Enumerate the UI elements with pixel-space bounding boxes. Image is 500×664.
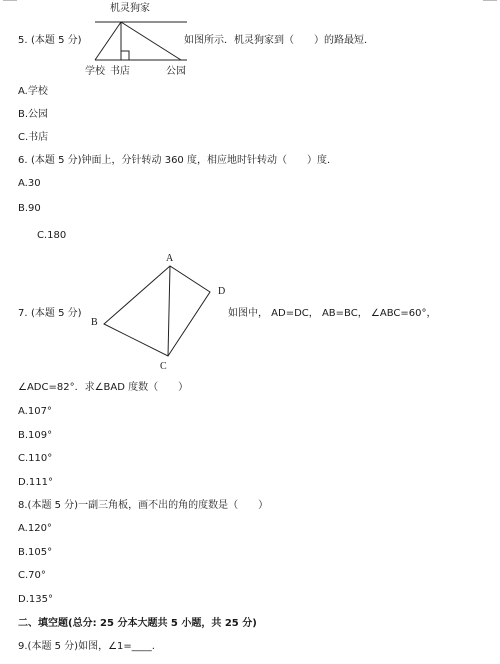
q5-figure-bookstore-label: 书店 (110, 66, 130, 77)
q7-option-a: A.107° (18, 406, 52, 417)
q7-option-d: D.111° (18, 477, 53, 488)
q7-number: 7. (18, 308, 28, 319)
q7-option-b: B.109° (18, 430, 53, 441)
q7-vertex-b-label: B (91, 317, 98, 328)
q7-vertex-c-label: C (160, 361, 167, 372)
section-heading-fill-in: 二、填空题(总分: 25 分本大题共 5 小题，共 25 分) (18, 618, 257, 629)
q8-option-a: A.120° (18, 523, 52, 534)
q7-vertex-d-label: D (218, 286, 226, 297)
q5-figure (95, 16, 195, 64)
q8-option-b: B.105° (18, 547, 53, 558)
q8-option-c: C.70° (18, 570, 46, 581)
q5-figure-school-label: 学校 (85, 66, 105, 77)
q6-option-b: B.90 (18, 203, 41, 214)
q9-stem: 9.(本题 5 分)如图，∠1=____. (18, 641, 155, 652)
q5-option-b: B.公园 (18, 109, 49, 120)
q5-figure-home-label: 机灵狗家 (110, 3, 150, 14)
q7-vertex-a-label: A (166, 253, 174, 264)
q6-option-a: A.30 (18, 178, 41, 189)
page-corner-mark (3, 0, 17, 1)
q5-stem: 如图所示．机灵狗家到（ ）的路最短． (184, 35, 374, 46)
q5-points: (本题 5 分) (31, 35, 82, 46)
q6-number: 6. (18, 155, 28, 166)
q5-figure-park-label: 公园 (166, 66, 186, 77)
page-corner-mark (483, 0, 497, 1)
q7-option-c: C.110° (18, 453, 53, 464)
q5-option-c: C.书店 (18, 132, 49, 143)
q7-points: (本题 5 分) (31, 308, 82, 319)
q8-option-d: D.135° (18, 594, 53, 605)
q7-quadrilateral-figure (100, 262, 220, 362)
q5-number: 5. (18, 35, 28, 46)
q6-stem: (本题 5 分)钟面上，分针转动 360 度，相应地时针转动（ ）度． (31, 155, 337, 166)
q5-option-a: A.学校 (18, 86, 48, 97)
q8-stem: 8.(本题 5 分)一副三角板，画不出的角的度数是（ ） (18, 500, 269, 511)
q7-stem: 如图中， AD=DC， AB=BC， ∠ABC=60°， (228, 308, 437, 319)
q7-stem-continued: ∠ADC=82°．求∠BAD 度数（ ） (18, 382, 189, 393)
q6-option-c: C.180 (37, 230, 67, 241)
